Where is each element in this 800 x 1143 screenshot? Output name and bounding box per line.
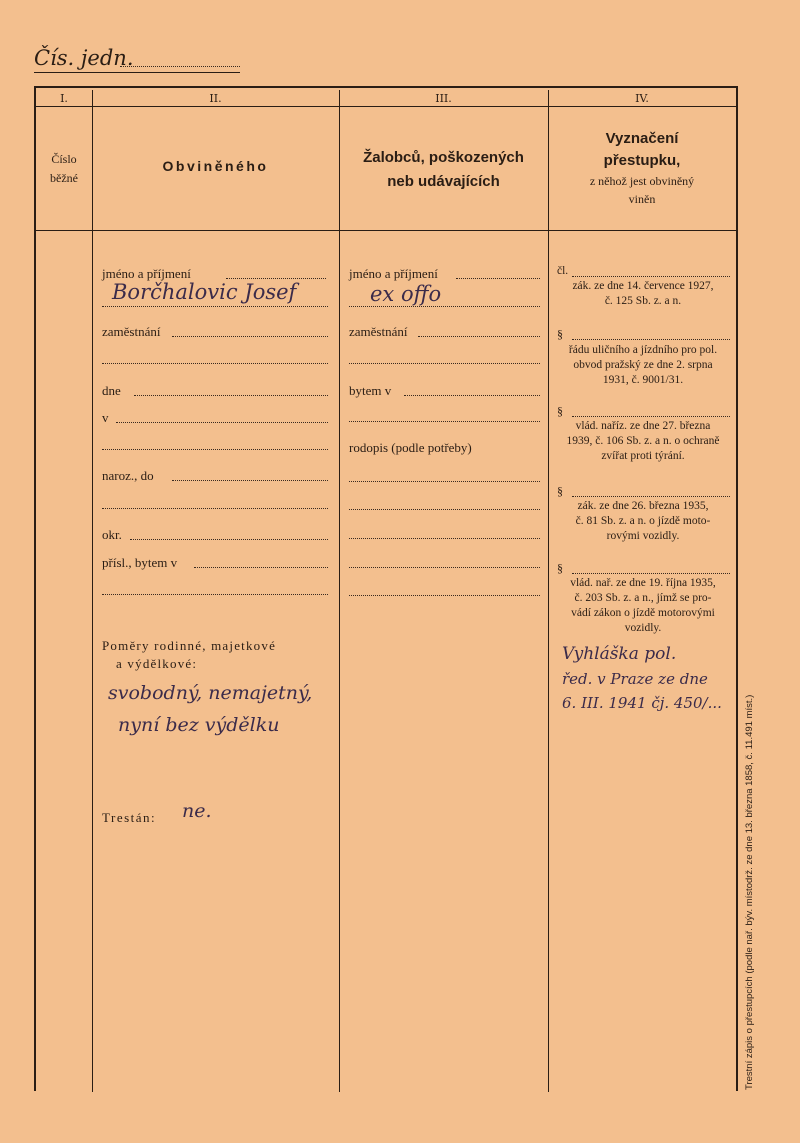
accused-occupation-line xyxy=(172,336,328,337)
accused-born-line-2 xyxy=(102,508,328,509)
plaintiff-residence-label: bytem v xyxy=(349,383,392,398)
plaintiff-residence-line-2 xyxy=(349,421,540,422)
plaintiff-occupation-line xyxy=(418,336,540,337)
plaintiff-occupation-line-2 xyxy=(349,363,540,364)
plaintiff-description-line-3 xyxy=(349,538,540,539)
column-header-3: Žalobců, poškozených neb udávajících xyxy=(363,149,524,190)
accused-name-line-2 xyxy=(102,306,328,307)
cis-jedn-label: Čís. jedn. xyxy=(34,46,134,70)
law2-text: řádu uličního a jízdního pro pol. obvod pražský ze dne 2. srpna 1931, č. 9001/31. xyxy=(568,344,718,386)
accused-belonging-line xyxy=(194,567,328,568)
accused-family-value-1: svobodný, nemajetný, xyxy=(108,682,313,704)
law1-text: zák. ze dne 14. července 1927, č. 125 Sb. z. a n. xyxy=(572,280,714,307)
offence-handwritten-2: řed. v Praze ze dne xyxy=(562,670,708,688)
accused-punished-label: Trestán: xyxy=(102,810,157,825)
law1-prefix: čl. xyxy=(557,265,569,277)
accused-district-line xyxy=(130,539,328,540)
accused-date-line xyxy=(134,395,328,396)
accused-name-value: Borčhalovic Josef xyxy=(112,280,297,304)
plaintiff-name-line xyxy=(456,278,540,279)
plaintiff-description-line-1 xyxy=(349,481,540,482)
offence-handwritten-1: Vyhláška pol. xyxy=(562,644,677,664)
accused-born-label: naroz., do xyxy=(102,468,154,483)
law5-line xyxy=(572,573,730,574)
law4-prefix: § xyxy=(557,484,563,498)
plaintiff-name-label: jméno a příjmení xyxy=(349,266,438,281)
header-row-divider xyxy=(36,230,736,231)
plaintiff-description-line-5 xyxy=(349,595,540,596)
plaintiff-residence-line xyxy=(404,395,540,396)
column-numeral-1: I. xyxy=(60,92,68,105)
plaintiff-description-label: rodopis (podle potřeby) xyxy=(349,440,472,455)
law3-text: vlád. naříz. ze dne 27. března 1939, č. 106 Sb. z. a n. o ochraně zvířat proti týrání. xyxy=(566,420,720,462)
numeral-row-divider xyxy=(36,106,736,107)
column-header-1: Číslo běžné xyxy=(50,152,78,185)
law4-line xyxy=(572,496,730,497)
law2-line xyxy=(572,339,730,340)
accused-in-line-2 xyxy=(102,449,328,450)
accused-in-line xyxy=(116,422,328,423)
law5-text: vlád. nař. ze dne 19. října 1935, č. 203 Sb. z. a n., jímž se pro- vádí zákon o jízdě motorovými vozidly. xyxy=(570,577,716,634)
law5-prefix: § xyxy=(557,561,563,575)
accused-date-label: dne xyxy=(102,383,121,398)
accused-belonging-label: přísl., bytem v xyxy=(102,555,178,570)
law3-prefix: § xyxy=(557,404,563,418)
offence-handwritten-3: 6. III. 1941 čj. 450/... xyxy=(562,694,722,712)
column-divider-1 xyxy=(92,90,93,1092)
accused-born-line xyxy=(172,480,328,481)
accused-belonging-line-2 xyxy=(102,594,328,595)
column-numeral-4: IV. xyxy=(635,92,649,105)
accused-family-label-2: a výdělkové: xyxy=(116,656,198,671)
plaintiff-description-line-2 xyxy=(349,509,540,510)
column-divider-3 xyxy=(548,90,549,1092)
cis-jedn-underline xyxy=(34,72,240,73)
law3-line xyxy=(572,416,730,417)
accused-occupation-line-2 xyxy=(102,363,328,364)
column-header-2: Obviněného xyxy=(162,158,269,174)
accused-district-label: okr. xyxy=(102,527,122,542)
column-numeral-2: II. xyxy=(209,92,222,105)
accused-name-line xyxy=(226,278,326,279)
law1-line xyxy=(572,276,730,277)
plaintiff-occupation-label: zaměstnání xyxy=(349,324,408,339)
accused-name-label: jméno a příjmení xyxy=(102,266,191,281)
accused-punished-value: ne. xyxy=(182,800,212,822)
accused-family-label-1: Poměry rodinné, majetkové xyxy=(102,638,277,653)
accused-in-label: v xyxy=(102,410,109,425)
accused-occupation-label: zaměstnání xyxy=(102,324,161,339)
law4-text: zák. ze dne 26. března 1935, č. 81 Sb. z. a n. o jízdě moto- rovými vozidly. xyxy=(575,500,711,542)
law2-prefix: § xyxy=(557,327,563,341)
plaintiff-name-line-2 xyxy=(349,306,540,307)
form-side-caption: Trestní zápis o přestupcích (podle nař. býv. místodrž. ze dne 13. března 1858, č. 11.491 míst.) xyxy=(744,694,755,1090)
plaintiff-description-line-4 xyxy=(349,567,540,568)
cis-jedn-dotted-line xyxy=(120,66,240,67)
column-numeral-3: III. xyxy=(435,92,452,105)
column-divider-2 xyxy=(339,90,340,1092)
column-header-4: Vyznačení přestupku, z něhož jest obviněný viněn xyxy=(589,130,695,206)
plaintiff-name-value: ex offo xyxy=(370,282,442,306)
accused-family-value-2: nyní bez výdělku xyxy=(118,714,280,736)
